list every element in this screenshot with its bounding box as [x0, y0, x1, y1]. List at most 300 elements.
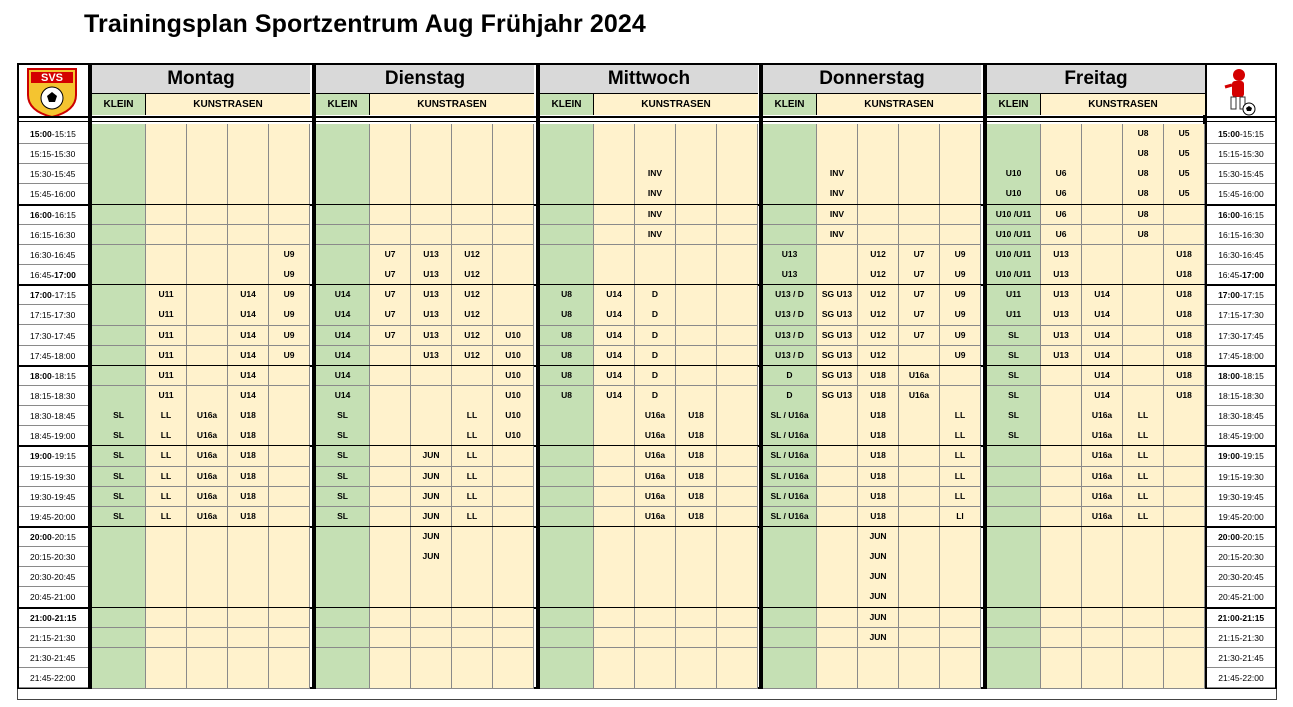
kunstrasen-slot: LL — [146, 487, 187, 508]
kunstrasen-slot — [1164, 527, 1205, 548]
klein-slot — [92, 205, 146, 226]
kunstrasen-slot — [411, 608, 452, 629]
kunstrasen-slot: U18 — [1164, 305, 1205, 326]
kunstrasen-slot — [187, 668, 228, 689]
klein-slot — [540, 567, 594, 588]
time-row-line — [1207, 285, 1275, 305]
kunstrasen-slot: U13 — [411, 265, 452, 286]
kunstrasen-slot — [370, 205, 411, 226]
kunstrasen-slot — [940, 527, 981, 548]
kunstrasen-slot: LL — [1123, 446, 1164, 467]
kunstrasen-slot: U18 — [858, 386, 899, 407]
time-row-line — [19, 668, 88, 688]
kunstrasen-slot: U5 — [1164, 164, 1205, 185]
kunstrasen-slot — [676, 285, 717, 306]
kunstrasen-slot — [1123, 527, 1164, 548]
kunstrasen-slot: JUN — [858, 628, 899, 649]
klein-slot — [316, 144, 370, 165]
kunstrasen-slot — [899, 527, 940, 548]
kunstrasen-slot — [370, 608, 411, 629]
kunstrasen-slot: U6 — [1041, 184, 1082, 205]
kunstrasen-slot: LL — [146, 446, 187, 467]
time-row-line — [19, 164, 88, 184]
kunstrasen-slot — [452, 386, 493, 407]
time-row-line — [19, 386, 88, 406]
kunstrasen-slot: U14 — [1082, 285, 1123, 306]
klein-slot: U11 — [987, 305, 1041, 326]
klein-slot — [987, 567, 1041, 588]
kunstrasen-slot — [187, 386, 228, 407]
kunstrasen-slot — [1123, 608, 1164, 629]
kunstrasen-slot — [1123, 366, 1164, 387]
time-row-line — [19, 527, 88, 547]
kunstrasen-slot: U8 — [1123, 205, 1164, 226]
time-row-line — [19, 366, 88, 386]
kunstrasen-slot: INV — [817, 164, 858, 185]
klein-slot: SL / U16a — [763, 406, 817, 427]
time-start: 15:00 — [30, 129, 52, 139]
time-end: -17:30 — [1239, 310, 1264, 321]
klein-slot — [763, 668, 817, 689]
kunstrasen-slot — [370, 124, 411, 145]
time-end: -21:30 — [1239, 632, 1264, 643]
time-row-line — [1207, 527, 1275, 547]
bottom-strip — [17, 689, 1277, 700]
kunstrasen-slot: SG U13 — [817, 366, 858, 387]
kunstrasen-slot — [411, 205, 452, 226]
kunstrasen-slot: SG U13 — [817, 285, 858, 306]
kunstrasen-slot: JUN — [411, 467, 452, 488]
kunstrasen-slot — [493, 668, 534, 689]
klein-slot: U10 — [987, 184, 1041, 205]
kunstrasen-slot — [858, 124, 899, 145]
kunstrasen-slot — [370, 587, 411, 608]
kunstrasen-slot — [1041, 547, 1082, 568]
kunstrasen-slot — [1123, 547, 1164, 568]
klein-slot — [763, 547, 817, 568]
klein-slot — [316, 245, 370, 266]
kunstrasen-slot — [676, 547, 717, 568]
kunstrasen-slot: U18 — [228, 426, 269, 447]
time-end: -19:45 — [1239, 491, 1264, 502]
kunstrasen-slot — [493, 467, 534, 488]
klein-header: KLEIN — [92, 93, 146, 115]
time-start: 19:45 — [1218, 511, 1240, 522]
kunstrasen-slot — [817, 144, 858, 165]
kunstrasen-slot — [594, 487, 635, 508]
kunstrasen-slot — [594, 547, 635, 568]
kunstrasen-slot — [1041, 366, 1082, 387]
time-start: 18:00 — [30, 370, 52, 381]
time-end: -21:15 — [1239, 612, 1265, 623]
klein-slot — [316, 225, 370, 246]
kunstrasen-slot — [187, 366, 228, 387]
time-start: 20:00 — [1218, 532, 1240, 542]
kunstrasen-slot: U18 — [1164, 346, 1205, 367]
kunstrasen-slot — [370, 366, 411, 387]
kunstrasen-slot: U18 — [228, 446, 269, 467]
kunstrasen-slot — [594, 446, 635, 467]
klein-header: KLEIN — [763, 93, 817, 115]
time-end: -19:00 — [1239, 431, 1264, 442]
klein-slot — [763, 587, 817, 608]
time-start: 19:30 — [30, 491, 52, 502]
time-end: -16:45 — [1239, 249, 1264, 260]
kunstrasen-header: KUNSTRASEN — [817, 93, 981, 115]
kunstrasen-slot: JUN — [858, 587, 899, 608]
time-start: 21:30 — [30, 652, 52, 663]
klein-slot: SL / U16a — [763, 507, 817, 528]
kunstrasen-slot — [228, 245, 269, 266]
klein-slot: U8 — [540, 285, 594, 306]
kunstrasen-slot — [1041, 567, 1082, 588]
kunstrasen-slot: U9 — [269, 285, 310, 306]
time-start: 16:45 — [30, 270, 52, 281]
kunstrasen-slot — [858, 184, 899, 205]
kunstrasen-slot — [187, 265, 228, 286]
time-end: -17:15 — [1239, 290, 1264, 301]
kunstrasen-slot — [493, 446, 534, 467]
time-start: 16:45 — [1218, 270, 1240, 281]
klein-slot — [987, 124, 1041, 145]
kunstrasen-slot — [717, 668, 758, 689]
time-start: 20:45 — [1218, 592, 1240, 603]
kunstrasen-slot: U16a — [1082, 467, 1123, 488]
time-row-line — [1207, 386, 1275, 406]
kunstrasen-slot: INV — [635, 184, 676, 205]
kunstrasen-slot — [594, 587, 635, 608]
kunstrasen-slot: LL — [940, 406, 981, 427]
kunstrasen-slot: U10 — [493, 326, 534, 347]
kunstrasen-slot — [452, 567, 493, 588]
time-end: -22:00 — [51, 673, 76, 684]
kunstrasen-slot — [1082, 205, 1123, 226]
kunstrasen-slot: LL — [1123, 467, 1164, 488]
kunstrasen-slot: U7 — [370, 326, 411, 347]
kunstrasen-slot — [1164, 668, 1205, 689]
kunstrasen-slot — [635, 547, 676, 568]
kunstrasen-slot: U18 — [1164, 326, 1205, 347]
kunstrasen-slot — [269, 366, 310, 387]
kunstrasen-slot — [411, 567, 452, 588]
time-start: 19:15 — [1218, 471, 1240, 482]
kunstrasen-slot: U9 — [269, 305, 310, 326]
kunstrasen-slot — [676, 305, 717, 326]
kunstrasen-slot — [146, 184, 187, 205]
kunstrasen-slot: U12 — [858, 245, 899, 266]
klein-slot: SL — [92, 446, 146, 467]
kunstrasen-slot: JUN — [411, 507, 452, 528]
time-start: 15:30 — [1218, 169, 1240, 180]
time-end: -16:15 — [51, 209, 76, 220]
kunstrasen-slot: U10 — [493, 406, 534, 427]
time-end: -15:45 — [51, 169, 76, 180]
klein-slot — [540, 144, 594, 165]
kunstrasen-slot — [1082, 164, 1123, 185]
kunstrasen-slot — [411, 406, 452, 427]
time-row-line — [1207, 225, 1275, 245]
kunstrasen-slot — [493, 225, 534, 246]
kunstrasen-slot: U16a — [635, 487, 676, 508]
time-start: 15:15 — [1218, 149, 1240, 160]
kunstrasen-slot — [899, 164, 940, 185]
kunstrasen-slot: INV — [635, 225, 676, 246]
klein-slot: SL — [316, 426, 370, 447]
kunstrasen-header: KUNSTRASEN — [1041, 93, 1205, 115]
kunstrasen-slot — [594, 608, 635, 629]
time-end: -17:30 — [51, 310, 76, 321]
kunstrasen-slot — [817, 124, 858, 145]
kunstrasen-slot — [411, 164, 452, 185]
time-row-line — [1207, 366, 1275, 386]
klein-slot — [540, 446, 594, 467]
kunstrasen-slot: U5 — [1164, 124, 1205, 145]
time-row-line — [19, 406, 88, 426]
time-end: -20:00 — [1239, 511, 1264, 522]
time-row-line — [1207, 205, 1275, 225]
kunstrasen-slot — [899, 608, 940, 629]
kunstrasen-slot — [370, 467, 411, 488]
klein-slot — [92, 326, 146, 347]
kunstrasen-slot — [676, 366, 717, 387]
kunstrasen-slot — [1164, 487, 1205, 508]
kunstrasen-slot: U9 — [269, 265, 310, 286]
kunstrasen-slot — [717, 305, 758, 326]
kunstrasen-slot: SG U13 — [817, 305, 858, 326]
kunstrasen-slot: U7 — [899, 326, 940, 347]
klein-slot: U8 — [540, 326, 594, 347]
kunstrasen-slot — [594, 567, 635, 588]
kunstrasen-slot — [635, 648, 676, 669]
kunstrasen-slot — [493, 265, 534, 286]
kunstrasen-slot: U9 — [940, 326, 981, 347]
kunstrasen-slot: U18 — [676, 467, 717, 488]
kunstrasen-slot: U18 — [858, 366, 899, 387]
time-start: 18:00 — [1218, 370, 1240, 381]
klein-slot: SL / U16a — [763, 467, 817, 488]
time-end: -15:15 — [1239, 129, 1264, 139]
kunstrasen-slot: U18 — [1164, 386, 1205, 407]
kunstrasen-slot — [1082, 225, 1123, 246]
time-start: 18:30 — [1218, 411, 1240, 422]
klein-slot — [763, 144, 817, 165]
time-start: 16:15 — [30, 229, 52, 240]
kunstrasen-slot: U8 — [1123, 184, 1164, 205]
kunstrasen-slot: U12 — [858, 326, 899, 347]
kunstrasen-slot — [594, 406, 635, 427]
kunstrasen-slot — [269, 587, 310, 608]
time-start: 19:45 — [30, 511, 52, 522]
kunstrasen-slot — [594, 184, 635, 205]
kunstrasen-slot: U12 — [452, 285, 493, 306]
kunstrasen-slot — [899, 346, 940, 367]
klein-slot: U14 — [316, 386, 370, 407]
time-row-line — [1207, 184, 1275, 204]
kunstrasen-slot — [1082, 527, 1123, 548]
time-row-line — [1207, 406, 1275, 426]
kunstrasen-slot — [1041, 446, 1082, 467]
klein-slot — [540, 467, 594, 488]
kunstrasen-slot — [493, 164, 534, 185]
time-start: 16:00 — [30, 209, 52, 220]
kunstrasen-slot: JUN — [858, 608, 899, 629]
kunstrasen-slot — [493, 184, 534, 205]
time-start: 21:00 — [30, 612, 52, 623]
time-start: 18:15 — [1218, 390, 1240, 401]
kunstrasen-slot — [493, 587, 534, 608]
time-end: -19:00 — [51, 431, 76, 442]
kunstrasen-slot: U7 — [899, 305, 940, 326]
kunstrasen-slot — [594, 205, 635, 226]
kunstrasen-slot — [370, 406, 411, 427]
time-start: 21:45 — [1218, 673, 1240, 684]
kunstrasen-slot — [817, 608, 858, 629]
day-header-dienstag: Dienstag — [316, 65, 534, 93]
time-row-line — [19, 648, 88, 668]
time-start: 15:00 — [1218, 129, 1240, 139]
time-end: -18:00 — [51, 350, 76, 361]
klein-slot — [987, 467, 1041, 488]
klein-slot: SL — [987, 406, 1041, 427]
kunstrasen-slot — [594, 527, 635, 548]
time-end: -16:00 — [51, 189, 76, 200]
kunstrasen-slot — [817, 426, 858, 447]
time-end: -16:30 — [1239, 229, 1264, 240]
kunstrasen-slot — [717, 487, 758, 508]
kunstrasen-slot: U12 — [452, 326, 493, 347]
klein-slot — [92, 285, 146, 306]
kunstrasen-slot: U11 — [146, 346, 187, 367]
kunstrasen-slot — [717, 245, 758, 266]
kunstrasen-slot — [187, 567, 228, 588]
time-end: -20:30 — [1239, 552, 1264, 563]
kunstrasen-slot: JUN — [411, 487, 452, 508]
kunstrasen-slot — [269, 547, 310, 568]
time-row-line — [1207, 608, 1275, 628]
kunstrasen-slot — [1123, 648, 1164, 669]
klein-slot — [540, 265, 594, 286]
klein-slot — [540, 426, 594, 447]
time-end: -19:15 — [1239, 451, 1264, 462]
time-end: -20:45 — [1239, 572, 1264, 583]
kunstrasen-slot — [1082, 245, 1123, 266]
kunstrasen-slot — [858, 164, 899, 185]
kunstrasen-slot: U16a — [635, 467, 676, 488]
kunstrasen-slot — [817, 587, 858, 608]
time-end: -18:15 — [51, 370, 76, 381]
kunstrasen-slot — [676, 668, 717, 689]
kunstrasen-slot — [1164, 587, 1205, 608]
klein-slot — [987, 547, 1041, 568]
kunstrasen-slot — [228, 628, 269, 649]
kunstrasen-slot — [594, 648, 635, 669]
kunstrasen-slot — [940, 587, 981, 608]
kunstrasen-slot: SG U13 — [817, 386, 858, 407]
kunstrasen-slot: U18 — [228, 507, 269, 528]
kunstrasen-slot — [269, 628, 310, 649]
kunstrasen-slot — [1082, 124, 1123, 145]
time-start: 20:15 — [1218, 552, 1240, 563]
kunstrasen-slot — [717, 406, 758, 427]
klein-slot: U14 — [316, 305, 370, 326]
kunstrasen-slot — [411, 366, 452, 387]
kunstrasen-slot: U14 — [594, 386, 635, 407]
klein-slot: U14 — [316, 285, 370, 306]
time-row-line — [1207, 467, 1275, 487]
kunstrasen-slot — [635, 567, 676, 588]
time-start: 19:15 — [30, 471, 52, 482]
kunstrasen-slot — [1041, 507, 1082, 528]
kunstrasen-slot — [187, 184, 228, 205]
kunstrasen-slot — [493, 205, 534, 226]
time-start: 21:45 — [30, 673, 52, 684]
club-logo — [19, 65, 87, 119]
kunstrasen-slot: D — [635, 386, 676, 407]
kunstrasen-slot — [899, 144, 940, 165]
kunstrasen-slot — [269, 144, 310, 165]
time-start: 15:30 — [30, 169, 52, 180]
time-start: 15:15 — [30, 149, 52, 160]
kunstrasen-slot: INV — [635, 205, 676, 226]
klein-slot — [987, 446, 1041, 467]
kunstrasen-slot — [899, 184, 940, 205]
kunstrasen-slot: U18 — [228, 406, 269, 427]
klein-slot — [92, 346, 146, 367]
kunstrasen-slot — [370, 164, 411, 185]
kunstrasen-slot — [940, 205, 981, 226]
kunstrasen-slot: LL — [940, 446, 981, 467]
kunstrasen-slot — [1041, 487, 1082, 508]
kunstrasen-slot — [493, 567, 534, 588]
klein-slot: U14 — [316, 366, 370, 387]
kunstrasen-slot: U10 — [493, 366, 534, 387]
time-end: -19:15 — [51, 451, 76, 462]
klein-slot: U10 — [987, 164, 1041, 185]
klein-slot — [92, 144, 146, 165]
time-end: -19:45 — [51, 491, 76, 502]
kunstrasen-slot — [858, 668, 899, 689]
klein-slot — [316, 608, 370, 629]
kunstrasen-slot — [858, 225, 899, 246]
kunstrasen-slot: LL — [146, 507, 187, 528]
kunstrasen-slot — [676, 648, 717, 669]
time-end: -21:45 — [1239, 652, 1264, 663]
kunstrasen-slot — [676, 124, 717, 145]
time-start: 21:30 — [1218, 652, 1240, 663]
kunstrasen-slot — [899, 467, 940, 488]
kunstrasen-slot — [228, 547, 269, 568]
kunstrasen-slot: LL — [146, 426, 187, 447]
kunstrasen-slot — [858, 144, 899, 165]
klein-slot — [316, 124, 370, 145]
kunstrasen-slot — [452, 608, 493, 629]
kunstrasen-slot — [594, 245, 635, 266]
klein-slot — [540, 205, 594, 226]
kunstrasen-slot — [1164, 406, 1205, 427]
time-row-line — [1207, 628, 1275, 648]
kunstrasen-slot — [899, 426, 940, 447]
kunstrasen-slot — [1164, 446, 1205, 467]
kunstrasen-slot: U14 — [228, 366, 269, 387]
kunstrasen-slot: JUN — [858, 567, 899, 588]
kunstrasen-slot — [146, 265, 187, 286]
kunstrasen-slot — [1041, 467, 1082, 488]
kunstrasen-slot — [594, 144, 635, 165]
kunstrasen-slot — [187, 547, 228, 568]
kunstrasen-slot — [817, 406, 858, 427]
klein-slot — [316, 527, 370, 548]
kunstrasen-slot: U7 — [899, 285, 940, 306]
